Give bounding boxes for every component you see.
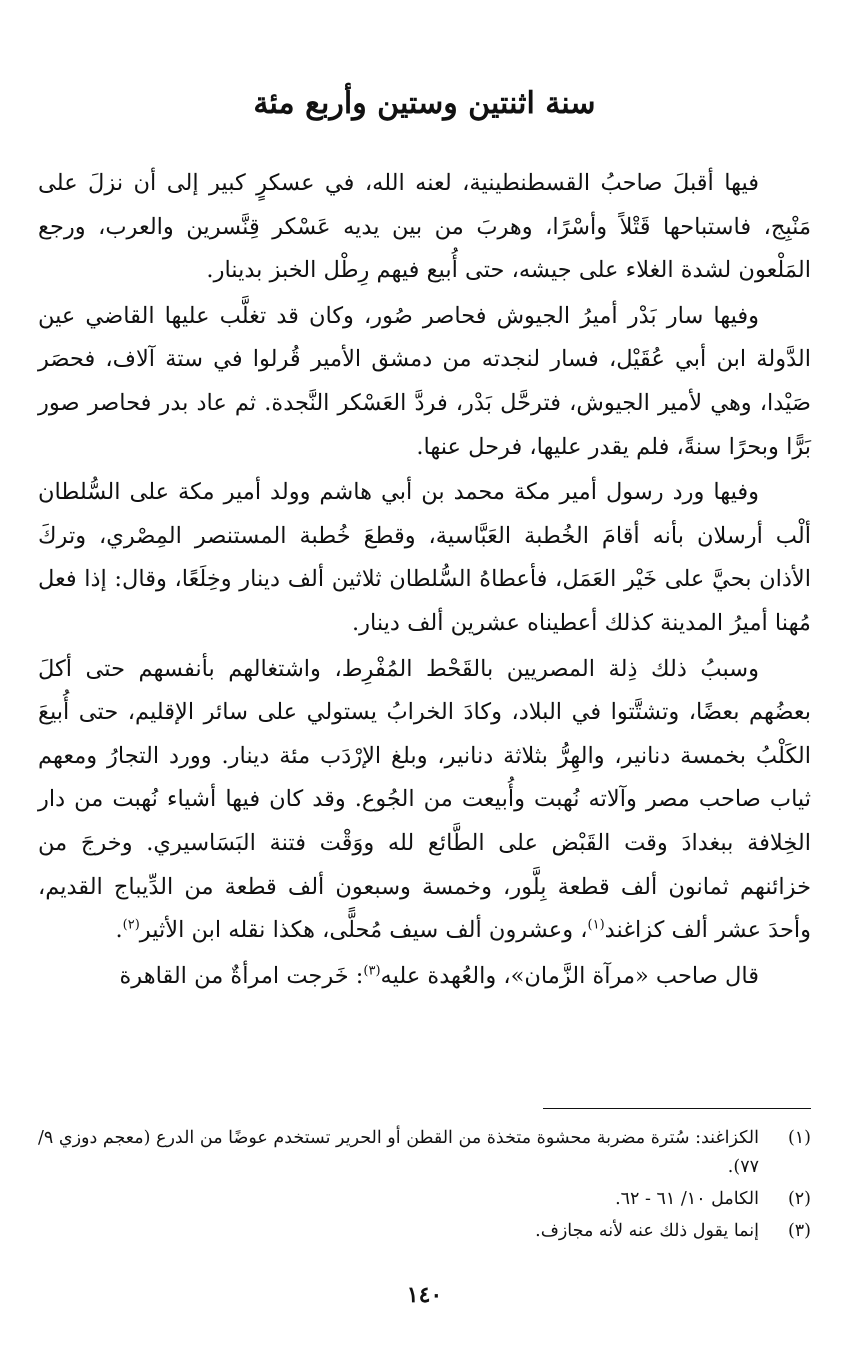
footnotes	[38, 1124, 811, 1249]
paragraph-2: وفيها سار بَدْر أميرُ الجيوش فحاصر صُور، وكان قد تغلَّب عليها القاضي عين الدَّولة ابن أبي عُقَيْل، فسار لنجدته من دمشق الأمير قُرلوا في ستة آلاف، فحصَر صَيْدا، وهي لأمير الجيوش، فترحَّل بَدْر، فردَّ العَسْكر النَّجدة. ثم عاد بدر فحاصر صور بَرًّا وبحرًا سنةً، فلم يقدر عليها، فرحل عنها.	[38, 302, 811, 460]
paragraph-4	[38, 648, 811, 953]
body-text	[38, 162, 811, 998]
footnote-ref-1[interactable]: (١)	[587, 917, 605, 933]
footnote-text: الكزاغند: سُترة مضربة محشوة متخذة من القطن أو الحرير تستخدم عوضًا من الدرع (معجم دوزي ٩/ ٧٧).	[38, 1128, 759, 1177]
paragraph-5-start: قال صاحب «مرآة الزَّمان»، والعُهدة عليه	[380, 962, 759, 989]
footnote-number: (١)	[787, 1128, 811, 1148]
paragraph-3: وفيها ورد رسول أمير مكة محمد بن أبي هاشم وولد أمير مكة على السُّلطان ألْب أرسلان بأنه أقامَ الخُطبة العَبَّاسية، وقطعَ خُطبة المستنصر المِصْري، وتركَ الأذان بحيَّ على خَيْر العَمَل، فأعطاهُ السُّلطان ثلاثين ألف دينار وخِلَعًا، وقال: إذا فعل مُهنا أميرُ المدينة كذلك أعطيناه عشرين ألف دينار.	[38, 479, 811, 636]
paragraph-1: فيها أقبلَ صاحبُ القسطنطينية، لعنه الله، في عسكرٍ كبير إلى أن نزلَ على مَنْبِج، فاستباحها قَتْلاً وأسْرًا، وهربَ من بين يديه عَسْكر قِنَّسرين والعرب، ورجع المَلْعون لشدة الغلاء على جيشه، حتى أُبيع فيهم رِطْل الخبز بدينار.	[38, 170, 811, 284]
page-number: ١٤٠	[406, 1282, 443, 1308]
footnote-divider	[543, 1108, 811, 1109]
footnote-ref-2[interactable]: (٢)	[122, 917, 140, 933]
footnote-text: الكامل ١٠/ ٦١ - ٦٢.	[615, 1189, 759, 1209]
paragraph-4-end: .	[115, 917, 123, 944]
paragraph-5	[38, 955, 811, 999]
footnote-ref-3[interactable]: (٣)	[363, 963, 381, 979]
footnote-item	[38, 1185, 811, 1214]
paragraph-4-text: وسببُ ذلك ذِلة المصريين بالقَحْط المُفْرِط، واشتغالهم بأنفسهم حتى أكلَ بعضُهم بعضًا، وتشتَّتوا في البلاد، وكادَ الخرابُ يستولي على سائر الإقليم، حتى أُبيعَ الكَلْبُ بخمسة دنانير، والهِرُّ بثلاثة دنانير، وبلغ الإرْدَب مئة دينار. وورد التجارُ ومعهم ثياب صاحب مصر وآلاته نُهبت وأُبيعت من الجُوع. وقد كان فيها أشياء نُهبت من دار الخِلافة ببغدادَ وقت القَبْض على الطَّائع لله ووَقْت فتنة البَسَاسيري. وخرجَ من خزائنهم ثمانون ألف قطعة بِلَّور، وخمسة وسبعون ألف قطعة من الدِّيباج القديم، وأحدَ عشر ألف كزاغند	[38, 655, 811, 944]
paragraph-5-end: : خَرجت امرأةٌ من القاهرة	[119, 962, 364, 989]
paragraph-4-mid: ، وعشرون ألف سيف مُحلًّى، هكذا نقله ابن الأثير	[139, 917, 588, 944]
page-title: سنة اثنتين وستين وأربع مئة	[253, 86, 596, 121]
footnote-text: إنما يقول ذلك عنه لأنه مجازف.	[535, 1221, 759, 1241]
footnote-number: (٣)	[787, 1221, 811, 1241]
book-page	[38, 0, 811, 1361]
footnote-item	[38, 1124, 811, 1182]
footnote-item	[38, 1217, 811, 1246]
footnote-number: (٢)	[787, 1189, 811, 1209]
